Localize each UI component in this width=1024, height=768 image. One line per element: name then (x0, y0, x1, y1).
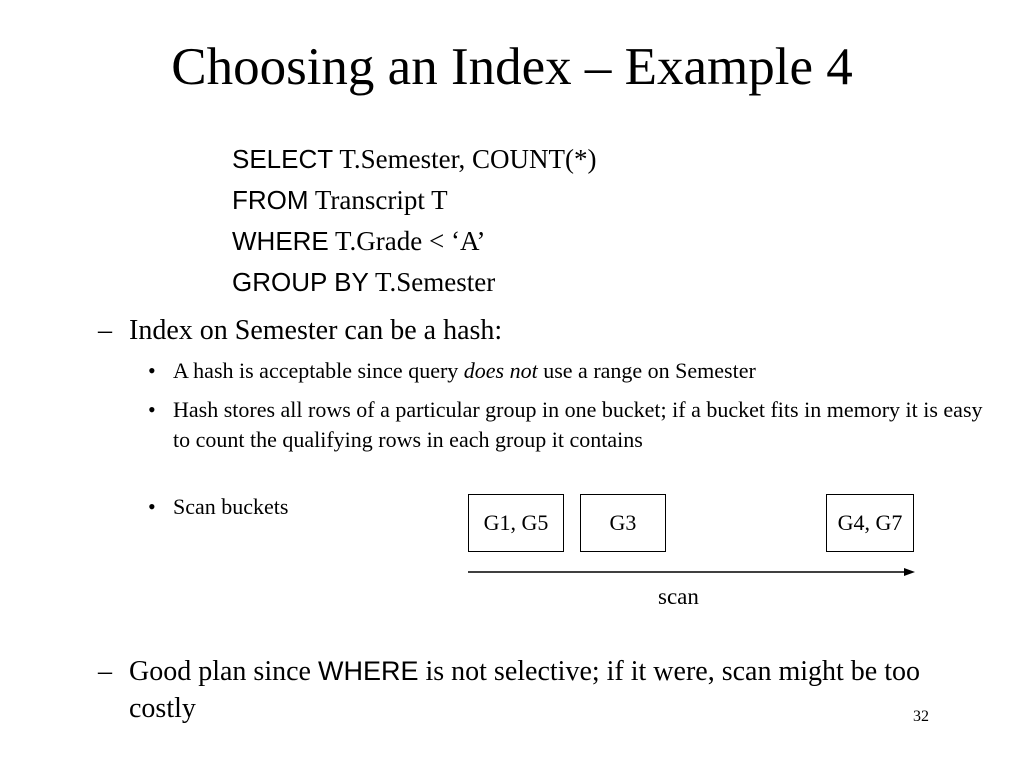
dash-marker: – (98, 315, 112, 346)
sql-keyword-from: FROM (232, 185, 309, 215)
page-number: 32 (913, 708, 929, 725)
text-run: A hash is acceptable since query (173, 358, 464, 383)
text-run: use a range on Semester (537, 358, 756, 383)
bullet-marker: • (148, 358, 156, 383)
text-run: is not selective; if it were, scan might be too costly (129, 656, 921, 724)
bullet-marker: • (148, 494, 156, 519)
sql-groupby-column: T.Semester (375, 267, 496, 297)
sql-groupby-line (232, 262, 597, 303)
point-hash-index (98, 312, 928, 349)
sql-keyword-select: SELECT (232, 144, 334, 174)
sub-bullet-hash-stores (148, 395, 998, 455)
bucket-box: G1, G5 (468, 494, 564, 552)
sql-where-line (232, 221, 597, 262)
dash-marker: – (98, 656, 112, 687)
sql-from-line (232, 180, 597, 221)
sub-bullet-text: Scan buckets (173, 494, 289, 519)
sql-query (232, 139, 597, 303)
sql-select-line (232, 139, 597, 180)
scan-label: scan (658, 584, 699, 609)
bullet-marker: • (148, 397, 156, 422)
sub-bullet-text (173, 356, 998, 386)
sql-select-columns: T.Semester, COUNT(*) (339, 144, 597, 174)
bucket-box: G4, G7 (826, 494, 914, 552)
sub-bullet-hash-acceptable (148, 356, 998, 386)
sql-from-table: Transcript T (314, 185, 448, 215)
sql-keyword-where: WHERE (232, 226, 329, 256)
emphasis-text: does not (463, 358, 538, 383)
sql-keyword-where-inline: WHERE (317, 656, 419, 686)
sql-keyword-group-by: GROUP BY (232, 267, 369, 297)
sql-where-condition: T.Grade < ‘A’ (335, 226, 486, 256)
slide-title: Choosing an Index – Example 4 (171, 38, 853, 96)
bucket-box: G3 (580, 494, 666, 552)
scan-arrow (468, 564, 918, 580)
text-run: Good plan since (129, 656, 318, 687)
point-text: Index on Semester can be a hash: (129, 315, 503, 346)
sub-bullet-text: Hash stores all rows of a particular group in one bucket; if a bucket fits in memory it is easy to count the qualifying rows in each group it contains (173, 397, 983, 452)
point-text (129, 653, 928, 727)
point-good-plan (98, 653, 928, 727)
